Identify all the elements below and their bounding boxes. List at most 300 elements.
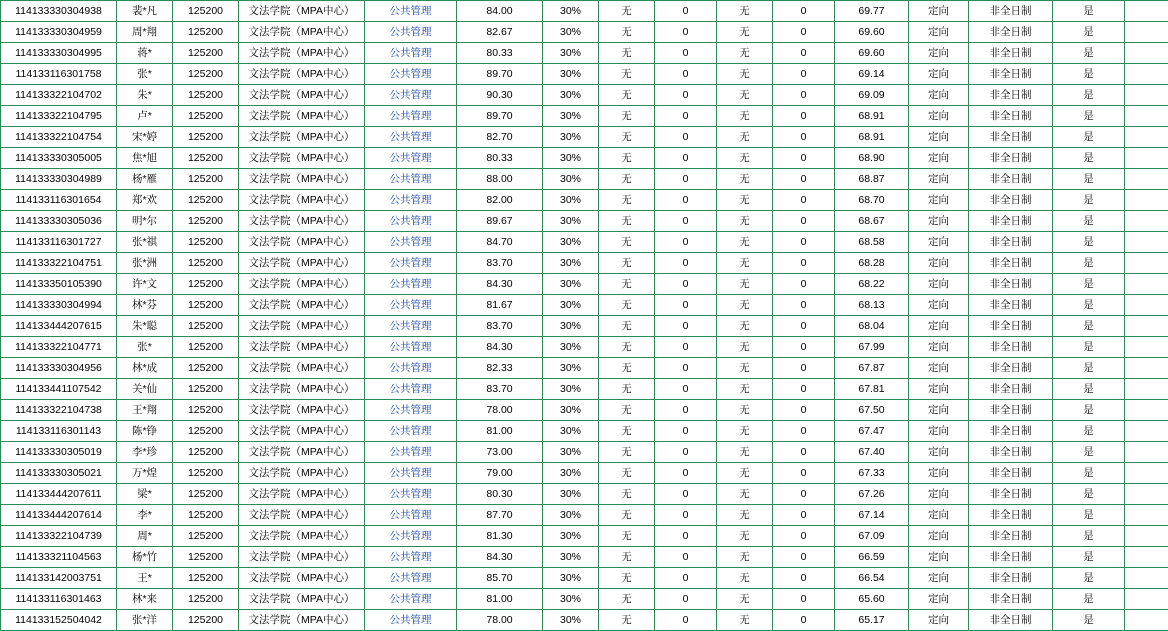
cell-yes: 是 bbox=[1053, 379, 1125, 400]
cell-none2: 无 bbox=[717, 547, 773, 568]
cell-score: 83.70 bbox=[457, 379, 543, 400]
cell-type: 定向 bbox=[909, 232, 969, 253]
cell-blank bbox=[1125, 1, 1168, 22]
cell-college: 文法学院（MPA中心） bbox=[239, 337, 365, 358]
cell-score: 88.00 bbox=[457, 169, 543, 190]
cell-zero1: 0 bbox=[655, 505, 717, 526]
cell-yes: 是 bbox=[1053, 526, 1125, 547]
cell-name: 焦*旭 bbox=[117, 148, 173, 169]
cell-college: 文法学院（MPA中心） bbox=[239, 148, 365, 169]
cell-name: 郑*欢 bbox=[117, 190, 173, 211]
cell-none2: 无 bbox=[717, 148, 773, 169]
cell-total: 68.91 bbox=[835, 127, 909, 148]
cell-zero2: 0 bbox=[773, 190, 835, 211]
cell-type: 定向 bbox=[909, 421, 969, 442]
table-row bbox=[1, 568, 1168, 589]
cell-code: 125200 bbox=[173, 127, 239, 148]
cell-score: 73.00 bbox=[457, 442, 543, 463]
cell-college: 文法学院（MPA中心） bbox=[239, 589, 365, 610]
cell-zero2: 0 bbox=[773, 484, 835, 505]
cell-id: 114133116301654 bbox=[1, 190, 117, 211]
cell-blank bbox=[1125, 169, 1168, 190]
cell-none1: 无 bbox=[599, 316, 655, 337]
cell-yes: 是 bbox=[1053, 22, 1125, 43]
cell-zero2: 0 bbox=[773, 64, 835, 85]
cell-college: 文法学院（MPA中心） bbox=[239, 400, 365, 421]
cell-score: 82.33 bbox=[457, 358, 543, 379]
cell-zero1: 0 bbox=[655, 43, 717, 64]
cell-none2: 无 bbox=[717, 1, 773, 22]
cell-zero1: 0 bbox=[655, 295, 717, 316]
cell-code: 125200 bbox=[173, 337, 239, 358]
cell-none1: 无 bbox=[599, 421, 655, 442]
cell-none1: 无 bbox=[599, 190, 655, 211]
cell-blank bbox=[1125, 316, 1168, 337]
cell-id: 114133322104739 bbox=[1, 526, 117, 547]
cell-college: 文法学院（MPA中心） bbox=[239, 526, 365, 547]
cell-zero1: 0 bbox=[655, 379, 717, 400]
cell-name: 张* bbox=[117, 337, 173, 358]
cell-type: 定向 bbox=[909, 484, 969, 505]
cell-total: 65.60 bbox=[835, 589, 909, 610]
cell-name: 杨*竹 bbox=[117, 547, 173, 568]
cell-blank bbox=[1125, 232, 1168, 253]
cell-none1: 无 bbox=[599, 337, 655, 358]
cell-none1: 无 bbox=[599, 64, 655, 85]
cell-code: 125200 bbox=[173, 190, 239, 211]
cell-name: 周* bbox=[117, 526, 173, 547]
cell-yes: 是 bbox=[1053, 337, 1125, 358]
cell-fee: 非全日制 bbox=[969, 442, 1053, 463]
table-row bbox=[1, 211, 1168, 232]
cell-pct: 30% bbox=[543, 127, 599, 148]
cell-zero1: 0 bbox=[655, 253, 717, 274]
cell-major: 公共管理 bbox=[365, 610, 457, 631]
table-row bbox=[1, 337, 1168, 358]
table-row bbox=[1, 1, 1168, 22]
cell-type: 定向 bbox=[909, 400, 969, 421]
cell-total: 69.77 bbox=[835, 1, 909, 22]
cell-type: 定向 bbox=[909, 106, 969, 127]
cell-zero2: 0 bbox=[773, 85, 835, 106]
cell-yes: 是 bbox=[1053, 106, 1125, 127]
cell-name: 张*祺 bbox=[117, 232, 173, 253]
cell-id: 114133444207611 bbox=[1, 484, 117, 505]
cell-code: 125200 bbox=[173, 274, 239, 295]
table-row bbox=[1, 295, 1168, 316]
cell-major: 公共管理 bbox=[365, 274, 457, 295]
cell-major: 公共管理 bbox=[365, 358, 457, 379]
cell-blank bbox=[1125, 610, 1168, 631]
cell-name: 卢* bbox=[117, 106, 173, 127]
cell-id: 114133330304994 bbox=[1, 295, 117, 316]
cell-zero1: 0 bbox=[655, 232, 717, 253]
cell-zero2: 0 bbox=[773, 43, 835, 64]
cell-fee: 非全日制 bbox=[969, 337, 1053, 358]
cell-blank bbox=[1125, 400, 1168, 421]
cell-yes: 是 bbox=[1053, 547, 1125, 568]
cell-code: 125200 bbox=[173, 232, 239, 253]
cell-type: 定向 bbox=[909, 610, 969, 631]
cell-id: 114133330305021 bbox=[1, 463, 117, 484]
cell-college: 文法学院（MPA中心） bbox=[239, 610, 365, 631]
cell-name: 明*尔 bbox=[117, 211, 173, 232]
cell-type: 定向 bbox=[909, 64, 969, 85]
cell-code: 125200 bbox=[173, 295, 239, 316]
cell-code: 125200 bbox=[173, 85, 239, 106]
cell-pct: 30% bbox=[543, 211, 599, 232]
cell-none1: 无 bbox=[599, 484, 655, 505]
cell-college: 文法学院（MPA中心） bbox=[239, 85, 365, 106]
cell-total: 69.60 bbox=[835, 22, 909, 43]
table-row bbox=[1, 43, 1168, 64]
cell-zero1: 0 bbox=[655, 358, 717, 379]
cell-none2: 无 bbox=[717, 316, 773, 337]
cell-major: 公共管理 bbox=[365, 589, 457, 610]
table-body bbox=[1, 1, 1168, 631]
cell-id: 114133441107542 bbox=[1, 379, 117, 400]
cell-none1: 无 bbox=[599, 610, 655, 631]
cell-code: 125200 bbox=[173, 64, 239, 85]
cell-yes: 是 bbox=[1053, 505, 1125, 526]
cell-none2: 无 bbox=[717, 358, 773, 379]
cell-none2: 无 bbox=[717, 610, 773, 631]
cell-zero1: 0 bbox=[655, 337, 717, 358]
cell-zero1: 0 bbox=[655, 589, 717, 610]
cell-yes: 是 bbox=[1053, 85, 1125, 106]
cell-total: 66.54 bbox=[835, 568, 909, 589]
cell-id: 114133322104754 bbox=[1, 127, 117, 148]
cell-type: 定向 bbox=[909, 295, 969, 316]
cell-id: 114133330305019 bbox=[1, 442, 117, 463]
cell-college: 文法学院（MPA中心） bbox=[239, 505, 365, 526]
cell-total: 68.90 bbox=[835, 148, 909, 169]
cell-blank bbox=[1125, 442, 1168, 463]
cell-score: 79.00 bbox=[457, 463, 543, 484]
cell-score: 84.30 bbox=[457, 274, 543, 295]
cell-zero2: 0 bbox=[773, 379, 835, 400]
cell-none2: 无 bbox=[717, 85, 773, 106]
cell-total: 66.59 bbox=[835, 547, 909, 568]
cell-pct: 30% bbox=[543, 610, 599, 631]
cell-pct: 30% bbox=[543, 22, 599, 43]
table-row bbox=[1, 358, 1168, 379]
table-row bbox=[1, 253, 1168, 274]
cell-fee: 非全日制 bbox=[969, 484, 1053, 505]
cell-name: 宋*婷 bbox=[117, 127, 173, 148]
table-row bbox=[1, 64, 1168, 85]
cell-zero1: 0 bbox=[655, 169, 717, 190]
cell-code: 125200 bbox=[173, 421, 239, 442]
cell-fee: 非全日制 bbox=[969, 526, 1053, 547]
cell-total: 67.81 bbox=[835, 379, 909, 400]
cell-fee: 非全日制 bbox=[969, 190, 1053, 211]
cell-code: 125200 bbox=[173, 22, 239, 43]
cell-code: 125200 bbox=[173, 1, 239, 22]
cell-score: 82.70 bbox=[457, 127, 543, 148]
cell-zero2: 0 bbox=[773, 547, 835, 568]
cell-pct: 30% bbox=[543, 169, 599, 190]
cell-none2: 无 bbox=[717, 400, 773, 421]
cell-none1: 无 bbox=[599, 169, 655, 190]
cell-college: 文法学院（MPA中心） bbox=[239, 442, 365, 463]
cell-fee: 非全日制 bbox=[969, 1, 1053, 22]
cell-score: 89.70 bbox=[457, 106, 543, 127]
cell-id: 114133330304938 bbox=[1, 1, 117, 22]
cell-zero2: 0 bbox=[773, 568, 835, 589]
cell-yes: 是 bbox=[1053, 253, 1125, 274]
cell-type: 定向 bbox=[909, 589, 969, 610]
cell-id: 114133322104795 bbox=[1, 106, 117, 127]
cell-type: 定向 bbox=[909, 568, 969, 589]
cell-score: 82.00 bbox=[457, 190, 543, 211]
cell-pct: 30% bbox=[543, 232, 599, 253]
cell-yes: 是 bbox=[1053, 127, 1125, 148]
cell-none2: 无 bbox=[717, 568, 773, 589]
cell-type: 定向 bbox=[909, 442, 969, 463]
table-row bbox=[1, 442, 1168, 463]
cell-none2: 无 bbox=[717, 526, 773, 547]
cell-zero2: 0 bbox=[773, 127, 835, 148]
cell-college: 文法学院（MPA中心） bbox=[239, 22, 365, 43]
cell-score: 87.70 bbox=[457, 505, 543, 526]
cell-zero2: 0 bbox=[773, 421, 835, 442]
cell-major: 公共管理 bbox=[365, 127, 457, 148]
cell-pct: 30% bbox=[543, 442, 599, 463]
cell-score: 84.30 bbox=[457, 547, 543, 568]
cell-score: 81.30 bbox=[457, 526, 543, 547]
cell-college: 文法学院（MPA中心） bbox=[239, 232, 365, 253]
cell-yes: 是 bbox=[1053, 190, 1125, 211]
cell-type: 定向 bbox=[909, 127, 969, 148]
cell-major: 公共管理 bbox=[365, 442, 457, 463]
cell-pct: 30% bbox=[543, 526, 599, 547]
cell-pct: 30% bbox=[543, 400, 599, 421]
cell-major: 公共管理 bbox=[365, 211, 457, 232]
cell-total: 68.87 bbox=[835, 169, 909, 190]
cell-zero2: 0 bbox=[773, 274, 835, 295]
cell-blank bbox=[1125, 274, 1168, 295]
cell-college: 文法学院（MPA中心） bbox=[239, 253, 365, 274]
cell-major: 公共管理 bbox=[365, 295, 457, 316]
cell-id: 114133330304995 bbox=[1, 43, 117, 64]
table-row bbox=[1, 547, 1168, 568]
table-row bbox=[1, 421, 1168, 442]
cell-none2: 无 bbox=[717, 64, 773, 85]
table-row bbox=[1, 85, 1168, 106]
cell-yes: 是 bbox=[1053, 421, 1125, 442]
cell-name: 张*洋 bbox=[117, 610, 173, 631]
cell-zero2: 0 bbox=[773, 316, 835, 337]
table-row bbox=[1, 190, 1168, 211]
table-row bbox=[1, 169, 1168, 190]
cell-score: 89.70 bbox=[457, 64, 543, 85]
cell-none2: 无 bbox=[717, 505, 773, 526]
cell-major: 公共管理 bbox=[365, 43, 457, 64]
cell-yes: 是 bbox=[1053, 442, 1125, 463]
cell-none2: 无 bbox=[717, 190, 773, 211]
cell-name: 朱*聪 bbox=[117, 316, 173, 337]
cell-fee: 非全日制 bbox=[969, 211, 1053, 232]
cell-name: 张*洲 bbox=[117, 253, 173, 274]
cell-none1: 无 bbox=[599, 274, 655, 295]
cell-zero2: 0 bbox=[773, 22, 835, 43]
cell-fee: 非全日制 bbox=[969, 64, 1053, 85]
cell-name: 朱* bbox=[117, 85, 173, 106]
cell-blank bbox=[1125, 484, 1168, 505]
cell-college: 文法学院（MPA中心） bbox=[239, 316, 365, 337]
cell-id: 114133330304956 bbox=[1, 358, 117, 379]
cell-id: 114133321104563 bbox=[1, 547, 117, 568]
cell-none2: 无 bbox=[717, 232, 773, 253]
cell-score: 83.70 bbox=[457, 253, 543, 274]
cell-blank bbox=[1125, 106, 1168, 127]
cell-pct: 30% bbox=[543, 148, 599, 169]
cell-id: 114133322104751 bbox=[1, 253, 117, 274]
cell-fee: 非全日制 bbox=[969, 316, 1053, 337]
cell-none1: 无 bbox=[599, 442, 655, 463]
cell-none2: 无 bbox=[717, 442, 773, 463]
cell-score: 83.70 bbox=[457, 316, 543, 337]
cell-id: 114133152504042 bbox=[1, 610, 117, 631]
cell-name: 周*翔 bbox=[117, 22, 173, 43]
cell-zero1: 0 bbox=[655, 484, 717, 505]
cell-none2: 无 bbox=[717, 22, 773, 43]
cell-zero2: 0 bbox=[773, 526, 835, 547]
cell-major: 公共管理 bbox=[365, 106, 457, 127]
cell-total: 69.09 bbox=[835, 85, 909, 106]
cell-none2: 无 bbox=[717, 127, 773, 148]
cell-code: 125200 bbox=[173, 379, 239, 400]
cell-id: 114133116301463 bbox=[1, 589, 117, 610]
cell-blank bbox=[1125, 253, 1168, 274]
cell-type: 定向 bbox=[909, 505, 969, 526]
cell-code: 125200 bbox=[173, 358, 239, 379]
cell-score: 78.00 bbox=[457, 400, 543, 421]
cell-none1: 无 bbox=[599, 358, 655, 379]
cell-total: 67.99 bbox=[835, 337, 909, 358]
cell-blank bbox=[1125, 211, 1168, 232]
table-row bbox=[1, 148, 1168, 169]
cell-id: 114133444207615 bbox=[1, 316, 117, 337]
cell-none2: 无 bbox=[717, 295, 773, 316]
cell-fee: 非全日制 bbox=[969, 505, 1053, 526]
cell-pct: 30% bbox=[543, 337, 599, 358]
cell-none2: 无 bbox=[717, 484, 773, 505]
cell-score: 84.00 bbox=[457, 1, 543, 22]
cell-zero2: 0 bbox=[773, 358, 835, 379]
cell-total: 69.14 bbox=[835, 64, 909, 85]
cell-none2: 无 bbox=[717, 106, 773, 127]
cell-college: 文法学院（MPA中心） bbox=[239, 169, 365, 190]
cell-fee: 非全日制 bbox=[969, 421, 1053, 442]
cell-none1: 无 bbox=[599, 547, 655, 568]
cell-yes: 是 bbox=[1053, 1, 1125, 22]
cell-fee: 非全日制 bbox=[969, 169, 1053, 190]
cell-name: 王* bbox=[117, 568, 173, 589]
cell-pct: 30% bbox=[543, 547, 599, 568]
cell-total: 68.04 bbox=[835, 316, 909, 337]
cell-major: 公共管理 bbox=[365, 505, 457, 526]
cell-fee: 非全日制 bbox=[969, 148, 1053, 169]
cell-score: 90.30 bbox=[457, 85, 543, 106]
cell-zero1: 0 bbox=[655, 106, 717, 127]
cell-blank bbox=[1125, 85, 1168, 106]
cell-blank bbox=[1125, 505, 1168, 526]
cell-fee: 非全日制 bbox=[969, 106, 1053, 127]
table-row bbox=[1, 400, 1168, 421]
cell-zero1: 0 bbox=[655, 526, 717, 547]
cell-type: 定向 bbox=[909, 148, 969, 169]
cell-id: 114133330304959 bbox=[1, 22, 117, 43]
cell-none2: 无 bbox=[717, 337, 773, 358]
cell-zero1: 0 bbox=[655, 274, 717, 295]
cell-pct: 30% bbox=[543, 295, 599, 316]
cell-college: 文法学院（MPA中心） bbox=[239, 379, 365, 400]
cell-blank bbox=[1125, 568, 1168, 589]
cell-fee: 非全日制 bbox=[969, 547, 1053, 568]
cell-blank bbox=[1125, 337, 1168, 358]
table-row bbox=[1, 505, 1168, 526]
cell-none2: 无 bbox=[717, 253, 773, 274]
cell-fee: 非全日制 bbox=[969, 379, 1053, 400]
cell-name: 蒋* bbox=[117, 43, 173, 64]
cell-total: 68.67 bbox=[835, 211, 909, 232]
cell-fee: 非全日制 bbox=[969, 463, 1053, 484]
cell-type: 定向 bbox=[909, 274, 969, 295]
cell-yes: 是 bbox=[1053, 64, 1125, 85]
cell-yes: 是 bbox=[1053, 232, 1125, 253]
cell-type: 定向 bbox=[909, 316, 969, 337]
cell-zero1: 0 bbox=[655, 547, 717, 568]
cell-id: 114133322104738 bbox=[1, 400, 117, 421]
cell-zero2: 0 bbox=[773, 400, 835, 421]
cell-major: 公共管理 bbox=[365, 64, 457, 85]
cell-total: 67.87 bbox=[835, 358, 909, 379]
cell-type: 定向 bbox=[909, 85, 969, 106]
cell-pct: 30% bbox=[543, 316, 599, 337]
cell-total: 68.58 bbox=[835, 232, 909, 253]
cell-blank bbox=[1125, 379, 1168, 400]
cell-total: 68.28 bbox=[835, 253, 909, 274]
cell-code: 125200 bbox=[173, 568, 239, 589]
cell-yes: 是 bbox=[1053, 463, 1125, 484]
cell-type: 定向 bbox=[909, 211, 969, 232]
cell-type: 定向 bbox=[909, 463, 969, 484]
cell-yes: 是 bbox=[1053, 610, 1125, 631]
cell-college: 文法学院（MPA中心） bbox=[239, 295, 365, 316]
cell-pct: 30% bbox=[543, 85, 599, 106]
cell-zero2: 0 bbox=[773, 589, 835, 610]
cell-fee: 非全日制 bbox=[969, 43, 1053, 64]
cell-score: 81.67 bbox=[457, 295, 543, 316]
cell-zero1: 0 bbox=[655, 568, 717, 589]
cell-type: 定向 bbox=[909, 190, 969, 211]
cell-none2: 无 bbox=[717, 421, 773, 442]
table-row bbox=[1, 589, 1168, 610]
cell-code: 125200 bbox=[173, 106, 239, 127]
cell-major: 公共管理 bbox=[365, 148, 457, 169]
cell-zero1: 0 bbox=[655, 211, 717, 232]
cell-pct: 30% bbox=[543, 106, 599, 127]
cell-blank bbox=[1125, 22, 1168, 43]
cell-code: 125200 bbox=[173, 484, 239, 505]
cell-college: 文法学院（MPA中心） bbox=[239, 127, 365, 148]
cell-total: 67.09 bbox=[835, 526, 909, 547]
cell-fee: 非全日制 bbox=[969, 358, 1053, 379]
cell-pct: 30% bbox=[543, 484, 599, 505]
cell-major: 公共管理 bbox=[365, 232, 457, 253]
